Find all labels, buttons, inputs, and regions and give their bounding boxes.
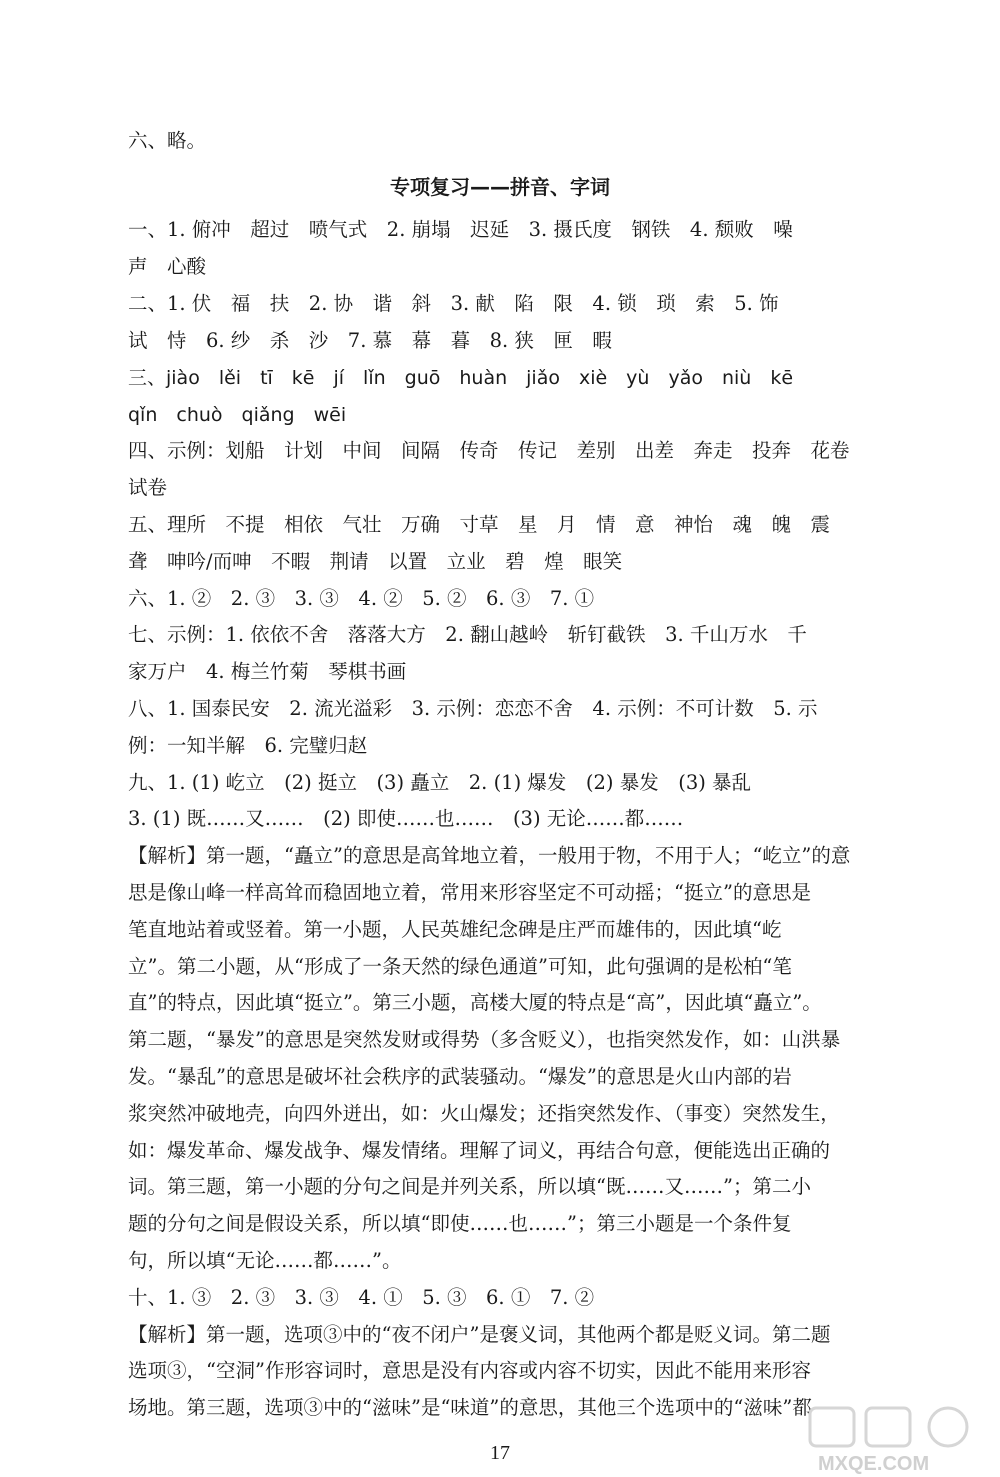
analysis-line: 【解析】第一题，选项③中的“夜不闭户”是褒义词，其他两个都是贬义词。第二题 — [128, 1323, 831, 1346]
text-line: 例：一知半解 6. 完璧归赵 — [128, 734, 368, 757]
text-line: 3. (1) 既……又…… (2) 即使……也…… (3) 无论……都…… — [128, 807, 684, 830]
text-line: 家万户 4. 梅兰竹菊 琴棋书画 — [128, 660, 407, 683]
analysis-line: 选项③，“空洞”作形容词时，意思是没有内容或内容不切实，因此不能用来形容 — [128, 1359, 811, 1382]
text-line: qǐn chuò qiǎng wēi — [128, 404, 347, 426]
text-line: 试 恃 6. 纱 杀 沙 7. 慕 幕 暮 8. 狭 匣 暇 — [128, 329, 612, 352]
analysis-line: 思是像山峰一样高耸而稳固地立着，常用来形容坚定不可动摇；“挺立”的意思是 — [128, 881, 811, 904]
analysis-line: 直”的特点，因此填“挺立”。第三小题，高楼大厦的特点是“高”，因此填“矗立”。 — [128, 991, 822, 1014]
analysis-line: 句，所以填“无论……都……”。 — [128, 1249, 402, 1272]
analysis-line: 发。“暴乱”的意思是破坏社会秩序的武装骚动。“爆发”的意思是火山内部的岩 — [128, 1065, 792, 1088]
text-line: 二、1. 伏 福 扶 2. 协 谐 斜 3. 献 陷 限 4. 锁 琐 索 5. 饰 — [128, 292, 779, 315]
text-line: 六、1. ② 2. ③ 3. ③ 4. ② 5. ② 6. ③ 7. ① — [128, 587, 595, 610]
analysis-line: 立”。第二小题，从“形成了一条天然的绿色通道”可知，此句强调的是松柏“笔 — [128, 955, 792, 978]
analysis-line: 词。第三题，第一小题的分句之间是并列关系，所以填“既……又……”；第二小 — [128, 1175, 811, 1198]
text-line: 聋 呻吟/而呻 不暇 荆请 以置 立业 碧 煌 眼笑 — [128, 550, 623, 573]
analysis-line: 如：爆发革命、爆发战争、爆发情绪。理解了词义，再结合句意，便能选出正确的 — [128, 1139, 831, 1162]
page-number: 17 — [490, 1442, 510, 1464]
text-line: 试卷 — [128, 476, 168, 499]
watermark-text: MXQE.COM — [818, 1453, 930, 1475]
text-line: 八、1. 国泰民安 2. 流光溢彩 3. 示例：恋恋不舍 4. 示例：不可计数 5. 示 — [128, 697, 818, 720]
analysis-line: 场地。第三题，选项③中的“滋味”是“味道”的意思，其他三个选项中的“滋味”都 — [128, 1396, 812, 1419]
analysis-line: 【解析】第一题，“矗立”的意思是高耸地立着，一般用于物，不用于人；“屹立”的意 — [128, 844, 851, 867]
text-line: 九、1. (1) 屹立 (2) 挺立 (3) 矗立 2. (1) 爆发 (2) 暴发 (3) 暴乱 — [128, 771, 752, 794]
analysis-line: 浆突然冲破地壳，向四外迸出，如：火山爆发；还指突然发作、（事变）突然发生， — [128, 1102, 840, 1125]
text-line: 三、jiào lěi tī kē jí lǐn guō huàn jiǎo xiè yù yǎo niù kē — [128, 367, 794, 389]
analysis-line: 笔直地站着或竖着。第一小题，人民英雄纪念碑是庄严而雄伟的，因此填“屹 — [128, 918, 782, 941]
watermark-logo — [788, 1402, 1000, 1477]
analysis-line: 第二题，“暴发”的意思是突然发财或得势（多含贬义），也指突然发作，如：山洪暴 — [128, 1028, 841, 1051]
text-line: 五、理所 不提 相依 气壮 万确 寸草 星 月 情 意 神怡 魂 魄 震 — [128, 513, 831, 536]
section-title: 专项复习——拼音、字词 — [390, 175, 610, 199]
analysis-line: 题的分句之间是假设关系，所以填“即使……也……”；第三小题是一个条件复 — [128, 1212, 792, 1235]
top-line: 六、略。 — [128, 129, 207, 152]
text-line: 四、示例：划船 计划 中间 间隔 传奇 传记 差别 出差 奔走 投奔 花卷 — [128, 439, 850, 462]
text-line: 七、示例：1. 依依不舍 落落大方 2. 翻山越岭 斩钉截铁 3. 千山万水 千 — [128, 623, 807, 646]
text-line: 十、1. ③ 2. ③ 3. ③ 4. ① 5. ③ 6. ① 7. ② — [128, 1286, 595, 1309]
text-line: 声 心酸 — [128, 255, 207, 278]
text-line: 一、1. 俯冲 超过 喷气式 2. 崩塌 迟延 3. 摄氏度 钢铁 4. 颓败 噪 — [128, 218, 793, 241]
